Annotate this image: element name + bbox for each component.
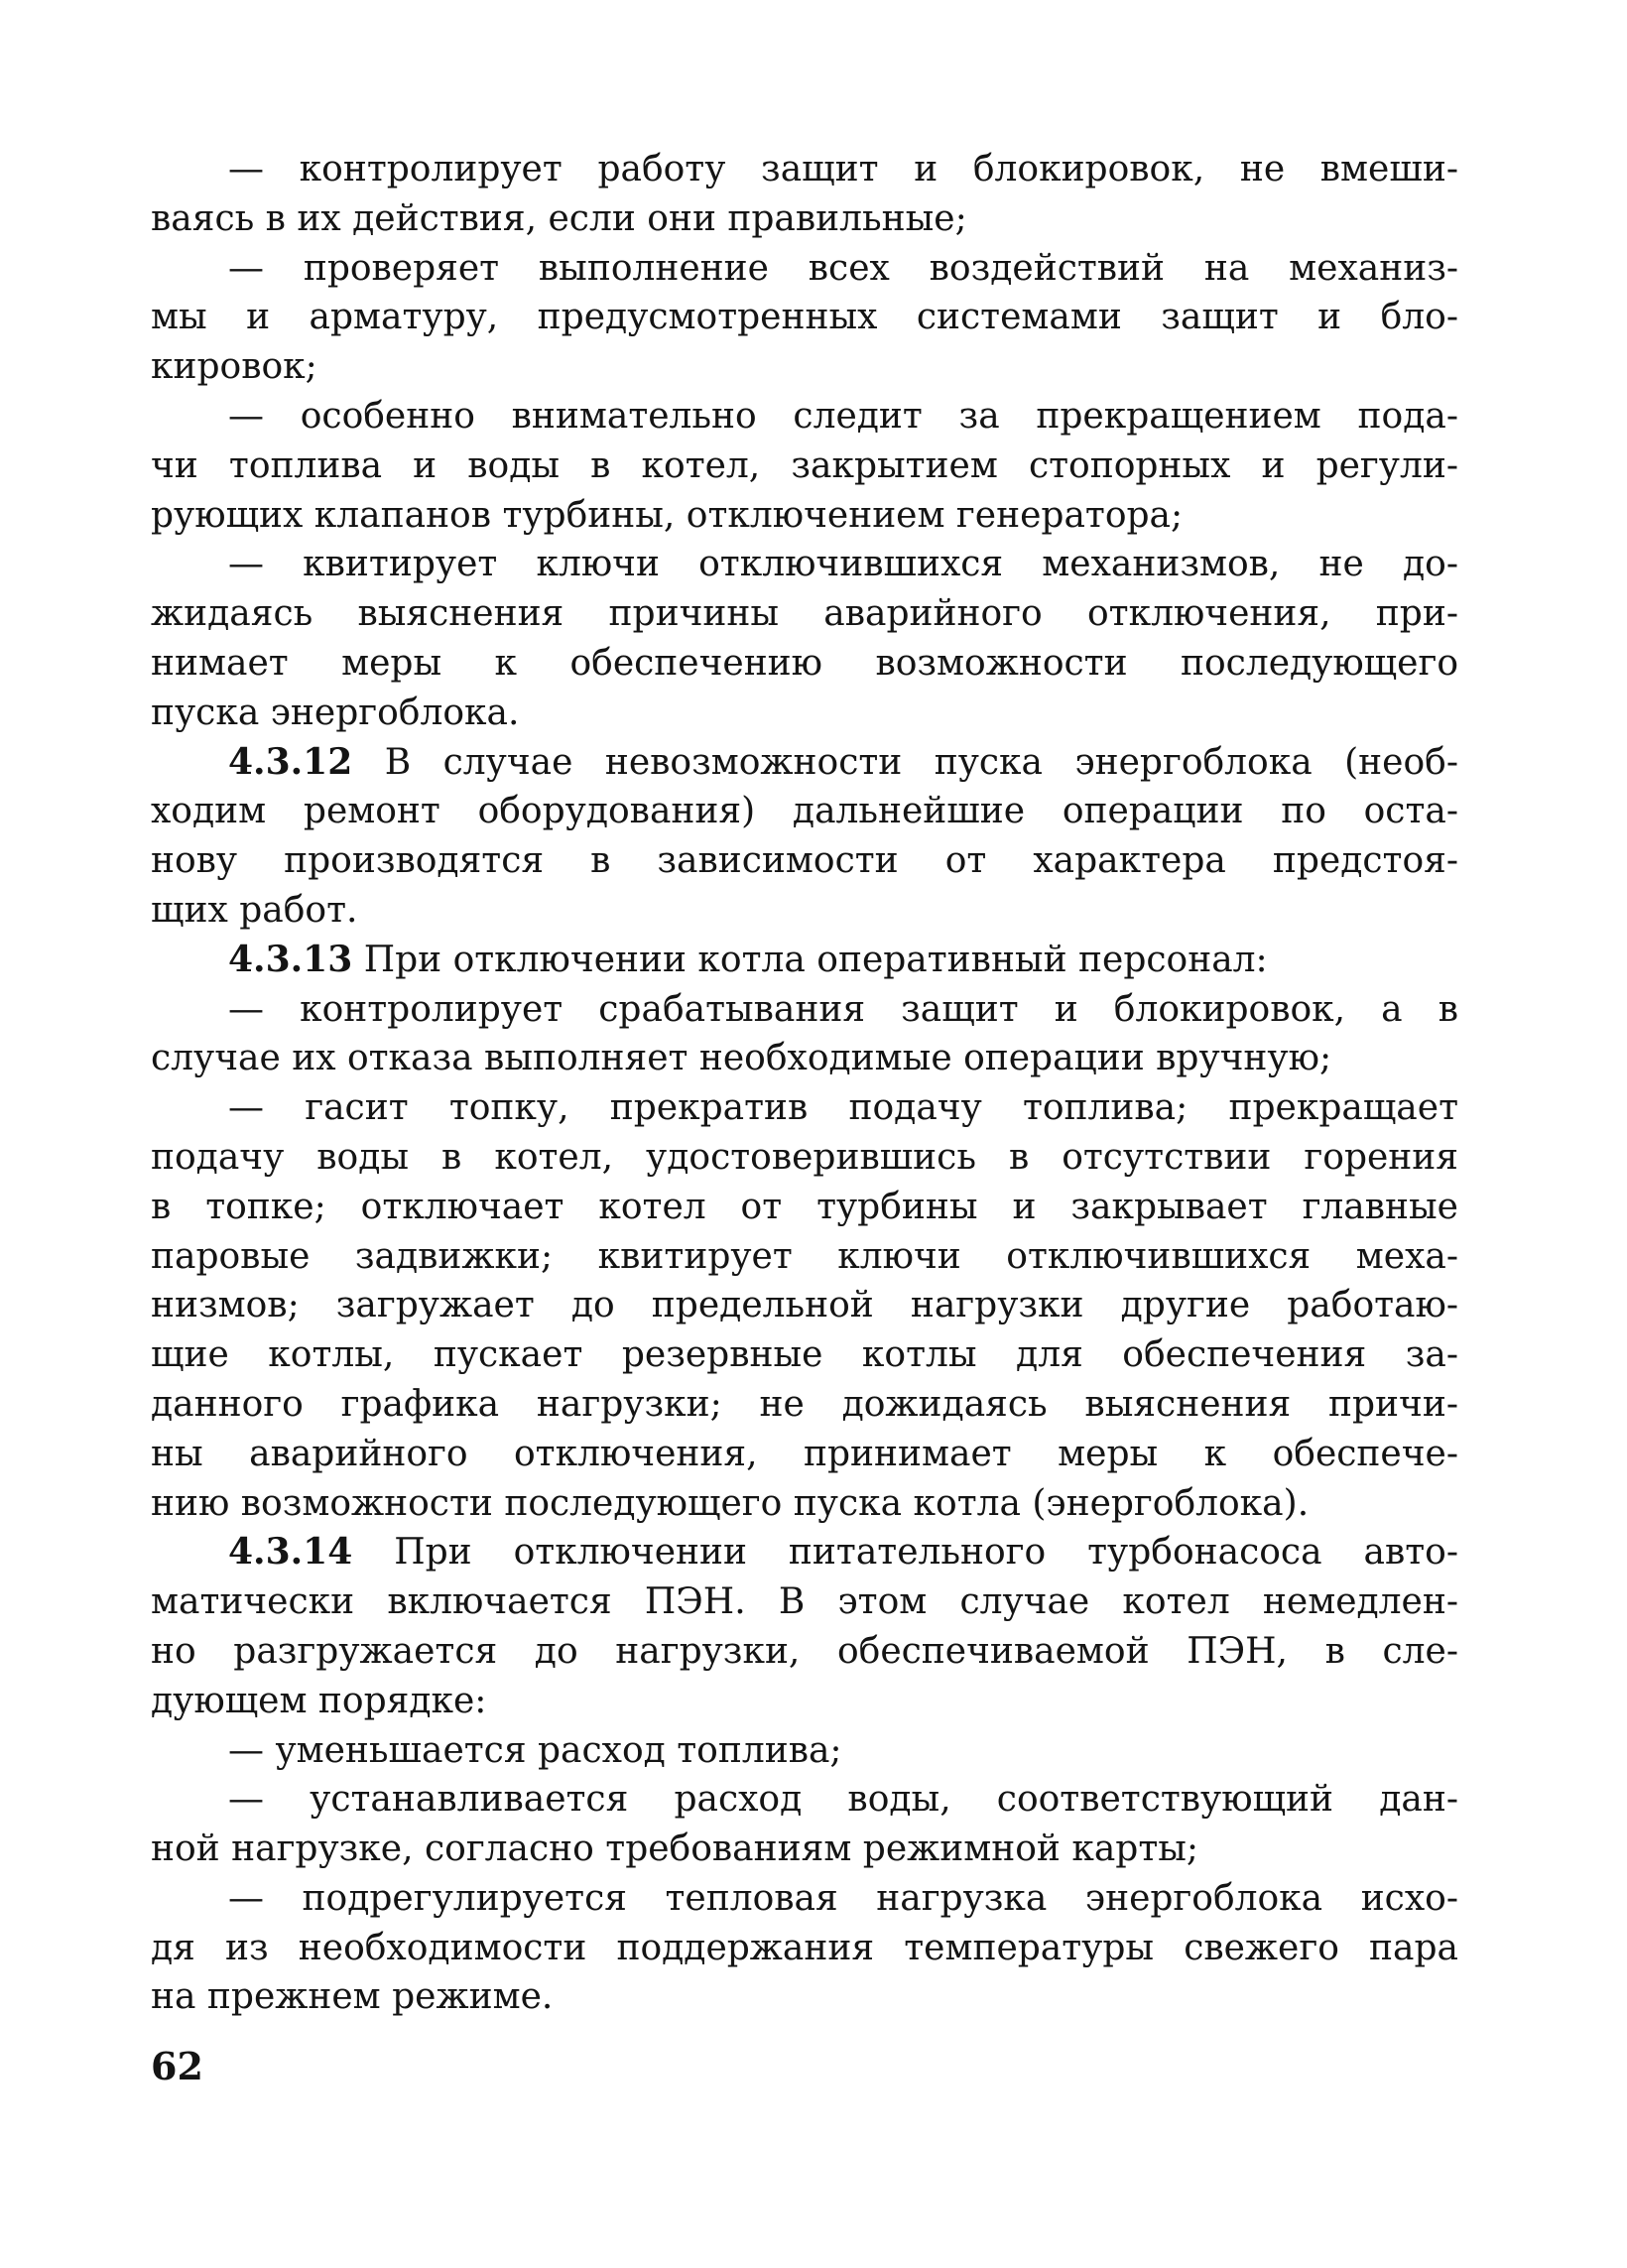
text-line bbox=[151, 441, 1458, 491]
line-text: — контролирует работу защит и блокировок, не вмеши- bbox=[228, 149, 1458, 189]
page-body-text bbox=[151, 145, 1458, 2022]
line-text: чи топлива и воды в котел, закрытием стопорных и регули- bbox=[151, 444, 1458, 486]
line-text: нову производятся в зависимости от характера предстоя- bbox=[151, 840, 1458, 882]
line-text: нимает меры к обеспечению возможности последующего bbox=[151, 642, 1458, 684]
text-line bbox=[151, 589, 1458, 639]
line-text: рующих клапанов турбины, отключением генератора; bbox=[151, 494, 1184, 536]
line-text: ходим ремонт оборудования) дальнейшие операции по оста- bbox=[151, 791, 1458, 832]
text-line bbox=[151, 491, 1458, 541]
text-line bbox=[151, 1627, 1458, 1677]
text-line bbox=[151, 1972, 1458, 2022]
text-line bbox=[151, 936, 1458, 985]
text-line bbox=[151, 1330, 1458, 1380]
text-line bbox=[151, 1528, 1458, 1577]
text-line bbox=[151, 1775, 1458, 1825]
line-text: кировок; bbox=[151, 346, 317, 388]
text-line bbox=[151, 1183, 1458, 1232]
text-line bbox=[151, 1430, 1458, 1479]
line-text: ной нагрузке, согласно требованиям режимной карты; bbox=[151, 1828, 1199, 1870]
line-text: на прежнем режиме. bbox=[151, 1976, 554, 2018]
line-text: нию возможности последующего пуска котла (энергоблока). bbox=[151, 1482, 1310, 1524]
section-number: 4.3.12 bbox=[228, 740, 353, 783]
text-line bbox=[151, 836, 1458, 886]
section-number: 4.3.13 bbox=[228, 938, 353, 980]
text-line bbox=[151, 1034, 1458, 1083]
text-line bbox=[151, 1380, 1458, 1430]
line-text: — контролирует срабатывания защит и блокировок, а в bbox=[228, 988, 1458, 1030]
line-text: матически включается ПЭН. В этом случае котел немедлен- bbox=[151, 1581, 1458, 1623]
text-line bbox=[151, 342, 1458, 392]
text-line bbox=[151, 787, 1458, 836]
text-line bbox=[151, 145, 1458, 194]
text-line bbox=[151, 194, 1458, 244]
line-text: щих работ. bbox=[151, 889, 358, 931]
line-text: При отключении питательного турбонасоса авто- bbox=[352, 1532, 1458, 1574]
line-text: жидаясь выяснения причины аварийного отключения, при- bbox=[151, 593, 1458, 635]
line-text: случае их отказа выполняет необходимые операции вручную; bbox=[151, 1038, 1332, 1079]
line-text: В случае невозможности пуска энергоблока (необ- bbox=[352, 741, 1458, 783]
section-number: 4.3.14 bbox=[228, 1531, 353, 1574]
text-line bbox=[151, 1924, 1458, 1973]
line-text: мы и арматуру, предусмотренных системами защит и бло- bbox=[151, 297, 1458, 338]
text-line bbox=[151, 689, 1458, 738]
text-line bbox=[151, 1677, 1458, 1726]
line-text: — проверяет выполнение всех воздействий на механиз- bbox=[228, 247, 1458, 289]
line-text: — подрегулируется тепловая нагрузка энергоблока исхо- bbox=[228, 1877, 1458, 1919]
line-text: — уменьшается расход топлива; bbox=[228, 1729, 842, 1771]
text-line bbox=[151, 1232, 1458, 1282]
line-text: — особенно внимательно следит за прекращением пода- bbox=[228, 395, 1458, 437]
text-line bbox=[151, 1825, 1458, 1874]
text-line bbox=[151, 540, 1458, 589]
line-text: паровые задвижки; квитирует ключи отключившихся меха- bbox=[151, 1235, 1458, 1277]
text-line bbox=[151, 1479, 1458, 1529]
text-line bbox=[151, 1577, 1458, 1627]
line-text: данного графика нагрузки; не дожидаясь выяснения причи- bbox=[151, 1383, 1458, 1425]
line-text: пуска энергоблока. bbox=[151, 692, 520, 733]
text-line bbox=[151, 738, 1458, 788]
text-line bbox=[151, 985, 1458, 1035]
text-line bbox=[151, 1726, 1458, 1776]
line-text: — квитирует ключи отключившихся механизмов, не до- bbox=[228, 544, 1458, 585]
line-text: подачу воды в котел, удостоверившись в отсутствии горения bbox=[151, 1136, 1458, 1178]
line-text: но разгружается до нагрузки, обеспечиваемой ПЭН, в сле- bbox=[151, 1630, 1458, 1672]
text-line bbox=[151, 244, 1458, 294]
line-text: щие котлы, пускает резервные котлы для обеспечения за- bbox=[151, 1334, 1458, 1376]
text-line bbox=[151, 1281, 1458, 1330]
line-text: низмов; загружает до предельной нагрузки другие работаю- bbox=[151, 1285, 1458, 1326]
text-line bbox=[151, 293, 1458, 342]
text-line bbox=[151, 1874, 1458, 1924]
text-line bbox=[151, 1133, 1458, 1183]
text-line bbox=[151, 886, 1458, 936]
line-text: При отключении котла оперативный персонал: bbox=[352, 939, 1268, 980]
page-number: 62 bbox=[151, 2044, 203, 2088]
text-line bbox=[151, 639, 1458, 689]
line-text: — гасит топку, прекратив подачу топлива; прекращает bbox=[228, 1087, 1458, 1129]
line-text: в топке; отключает котел от турбины и закрывает главные bbox=[151, 1186, 1458, 1227]
line-text: ны аварийного отключения, принимает меры к обеспече- bbox=[151, 1433, 1458, 1474]
text-line bbox=[151, 392, 1458, 441]
line-text: дующем порядке: bbox=[151, 1680, 487, 1721]
line-text: — устанавливается расход воды, соответствующий дан- bbox=[228, 1779, 1458, 1821]
text-line bbox=[151, 1083, 1458, 1133]
line-text: дя из необходимости поддержания температуры свежего пара bbox=[151, 1927, 1458, 1968]
line-text: ваясь в их действия, если они правильные; bbox=[151, 197, 967, 239]
